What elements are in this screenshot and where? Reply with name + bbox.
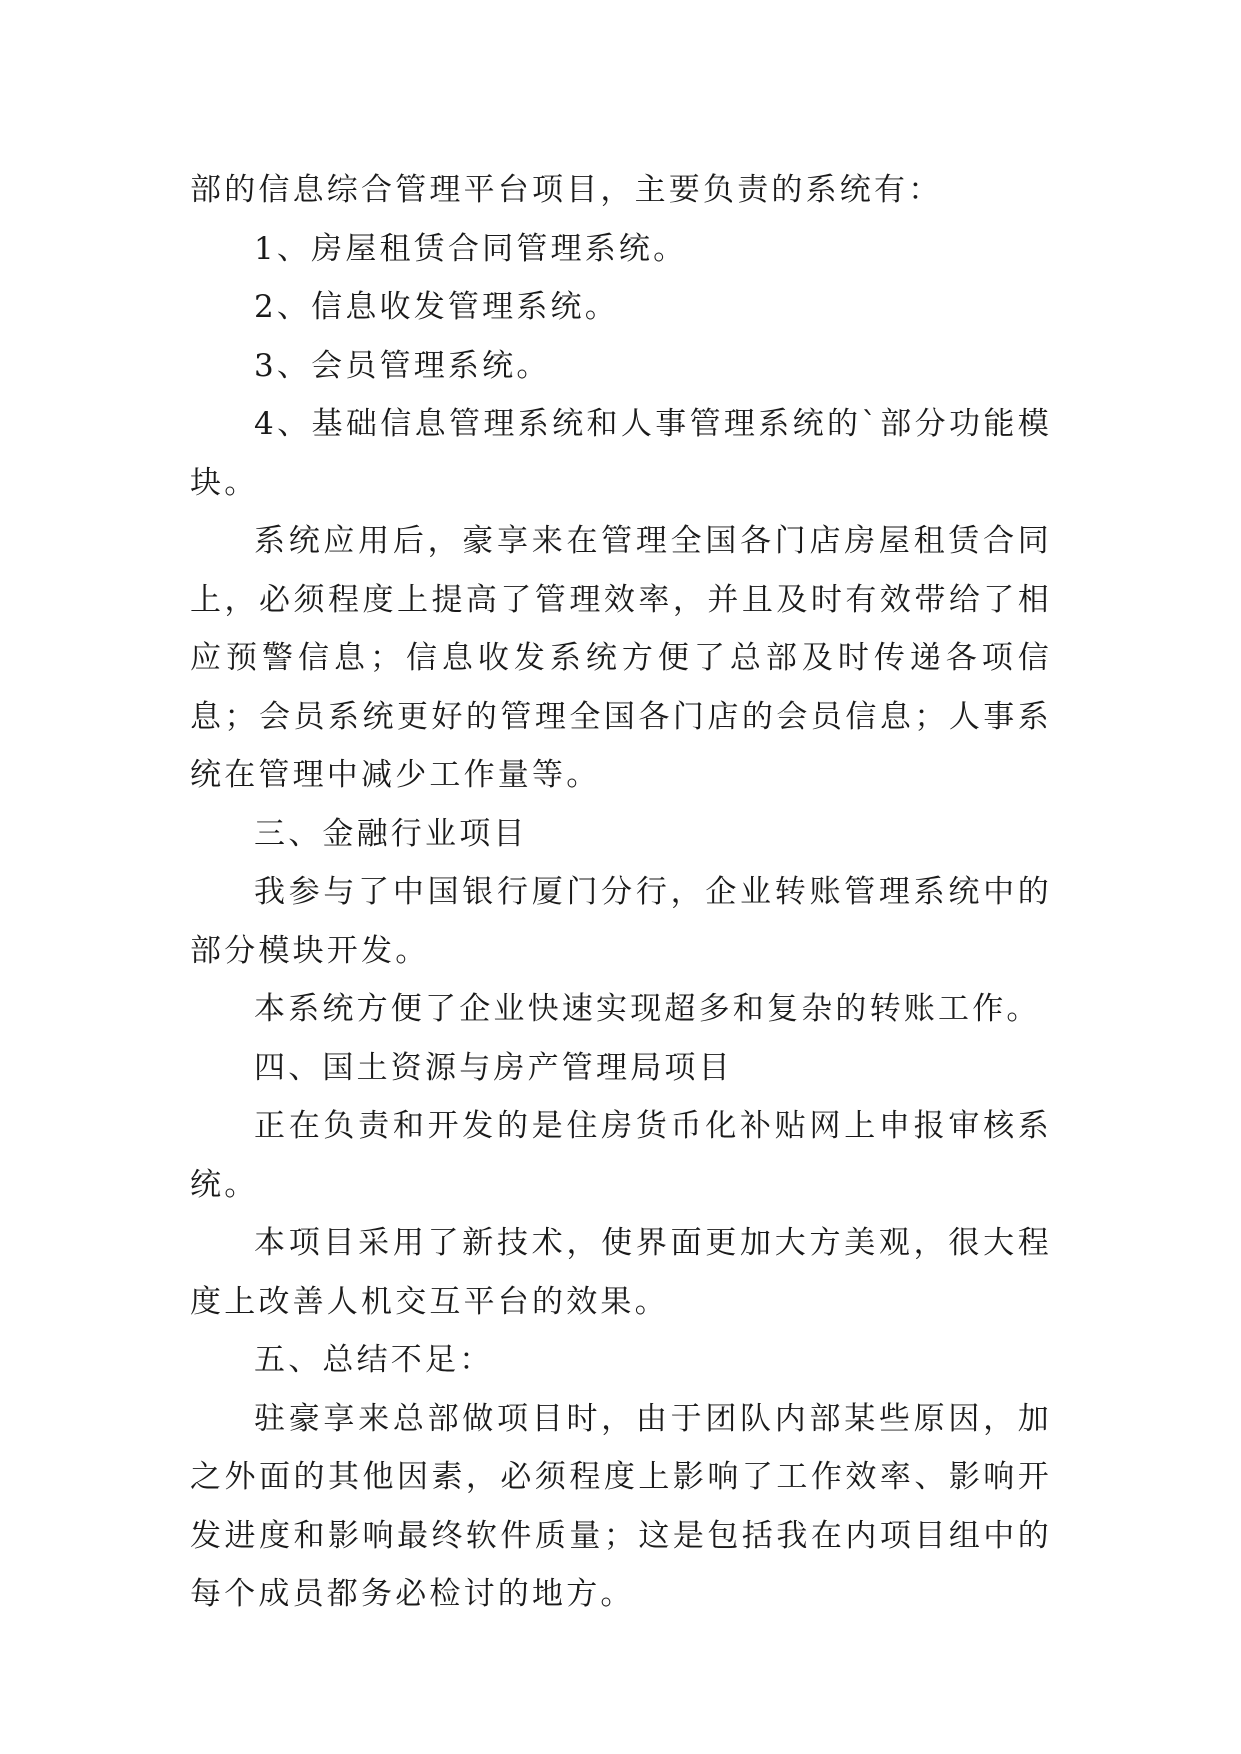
section-heading: 五、总结不足： [254, 1342, 494, 1378]
section-heading: 四、国土资源与房产管理局项目 [254, 1049, 733, 1086]
list-item: 3、会员管理系统。 [254, 347, 551, 384]
paragraph: 系统应用后，豪享来在管理全国各门店房屋租赁合同上，必须程度上提高了管理效率，并且及时有效带给了相应预警信息；信息收发系统方便了总部及时传递各项信息；会员系统更好的管理全国各门店的会员信息；人事系统在管理中减少工作量等。 [190, 523, 1052, 793]
list-item: 2、信息收发管理系统。 [254, 289, 619, 325]
paragraph: 正在负责和开发的是住房货币化补贴网上申报审核系统。 [190, 1108, 1052, 1203]
section-heading: 三、金融行业项目 [254, 815, 528, 852]
document-body [190, 161, 1052, 1624]
paragraph: 本系统方便了企业快速实现超多和复杂的转账工作。 [254, 991, 1041, 1027]
paragraph: 部的信息综合管理平台项目，主要负责的系统有： [190, 172, 943, 208]
paragraph: 我参与了中国银行厦门分行，企业转账管理系统中的部分模块开发。 [190, 874, 1052, 969]
paragraph: 本项目采用了新技术，使界面更加大方美观，很大程度上改善人机交互平台的效果。 [190, 1225, 1052, 1320]
list-item: 1、房屋租赁合同管理系统。 [254, 230, 688, 267]
list-item: 4、基础信息管理系统和人事管理系统的`部分功能模块。 [190, 406, 1052, 501]
paragraph: 驻豪享来总部做项目时，由于团队内部某些原因，加之外面的其他因素，必须程度上影响了工作效率、影响开发进度和影响最终软件质量；这是包括我在内项目组中的每个成员都务必检讨的地方。 [190, 1400, 1052, 1612]
